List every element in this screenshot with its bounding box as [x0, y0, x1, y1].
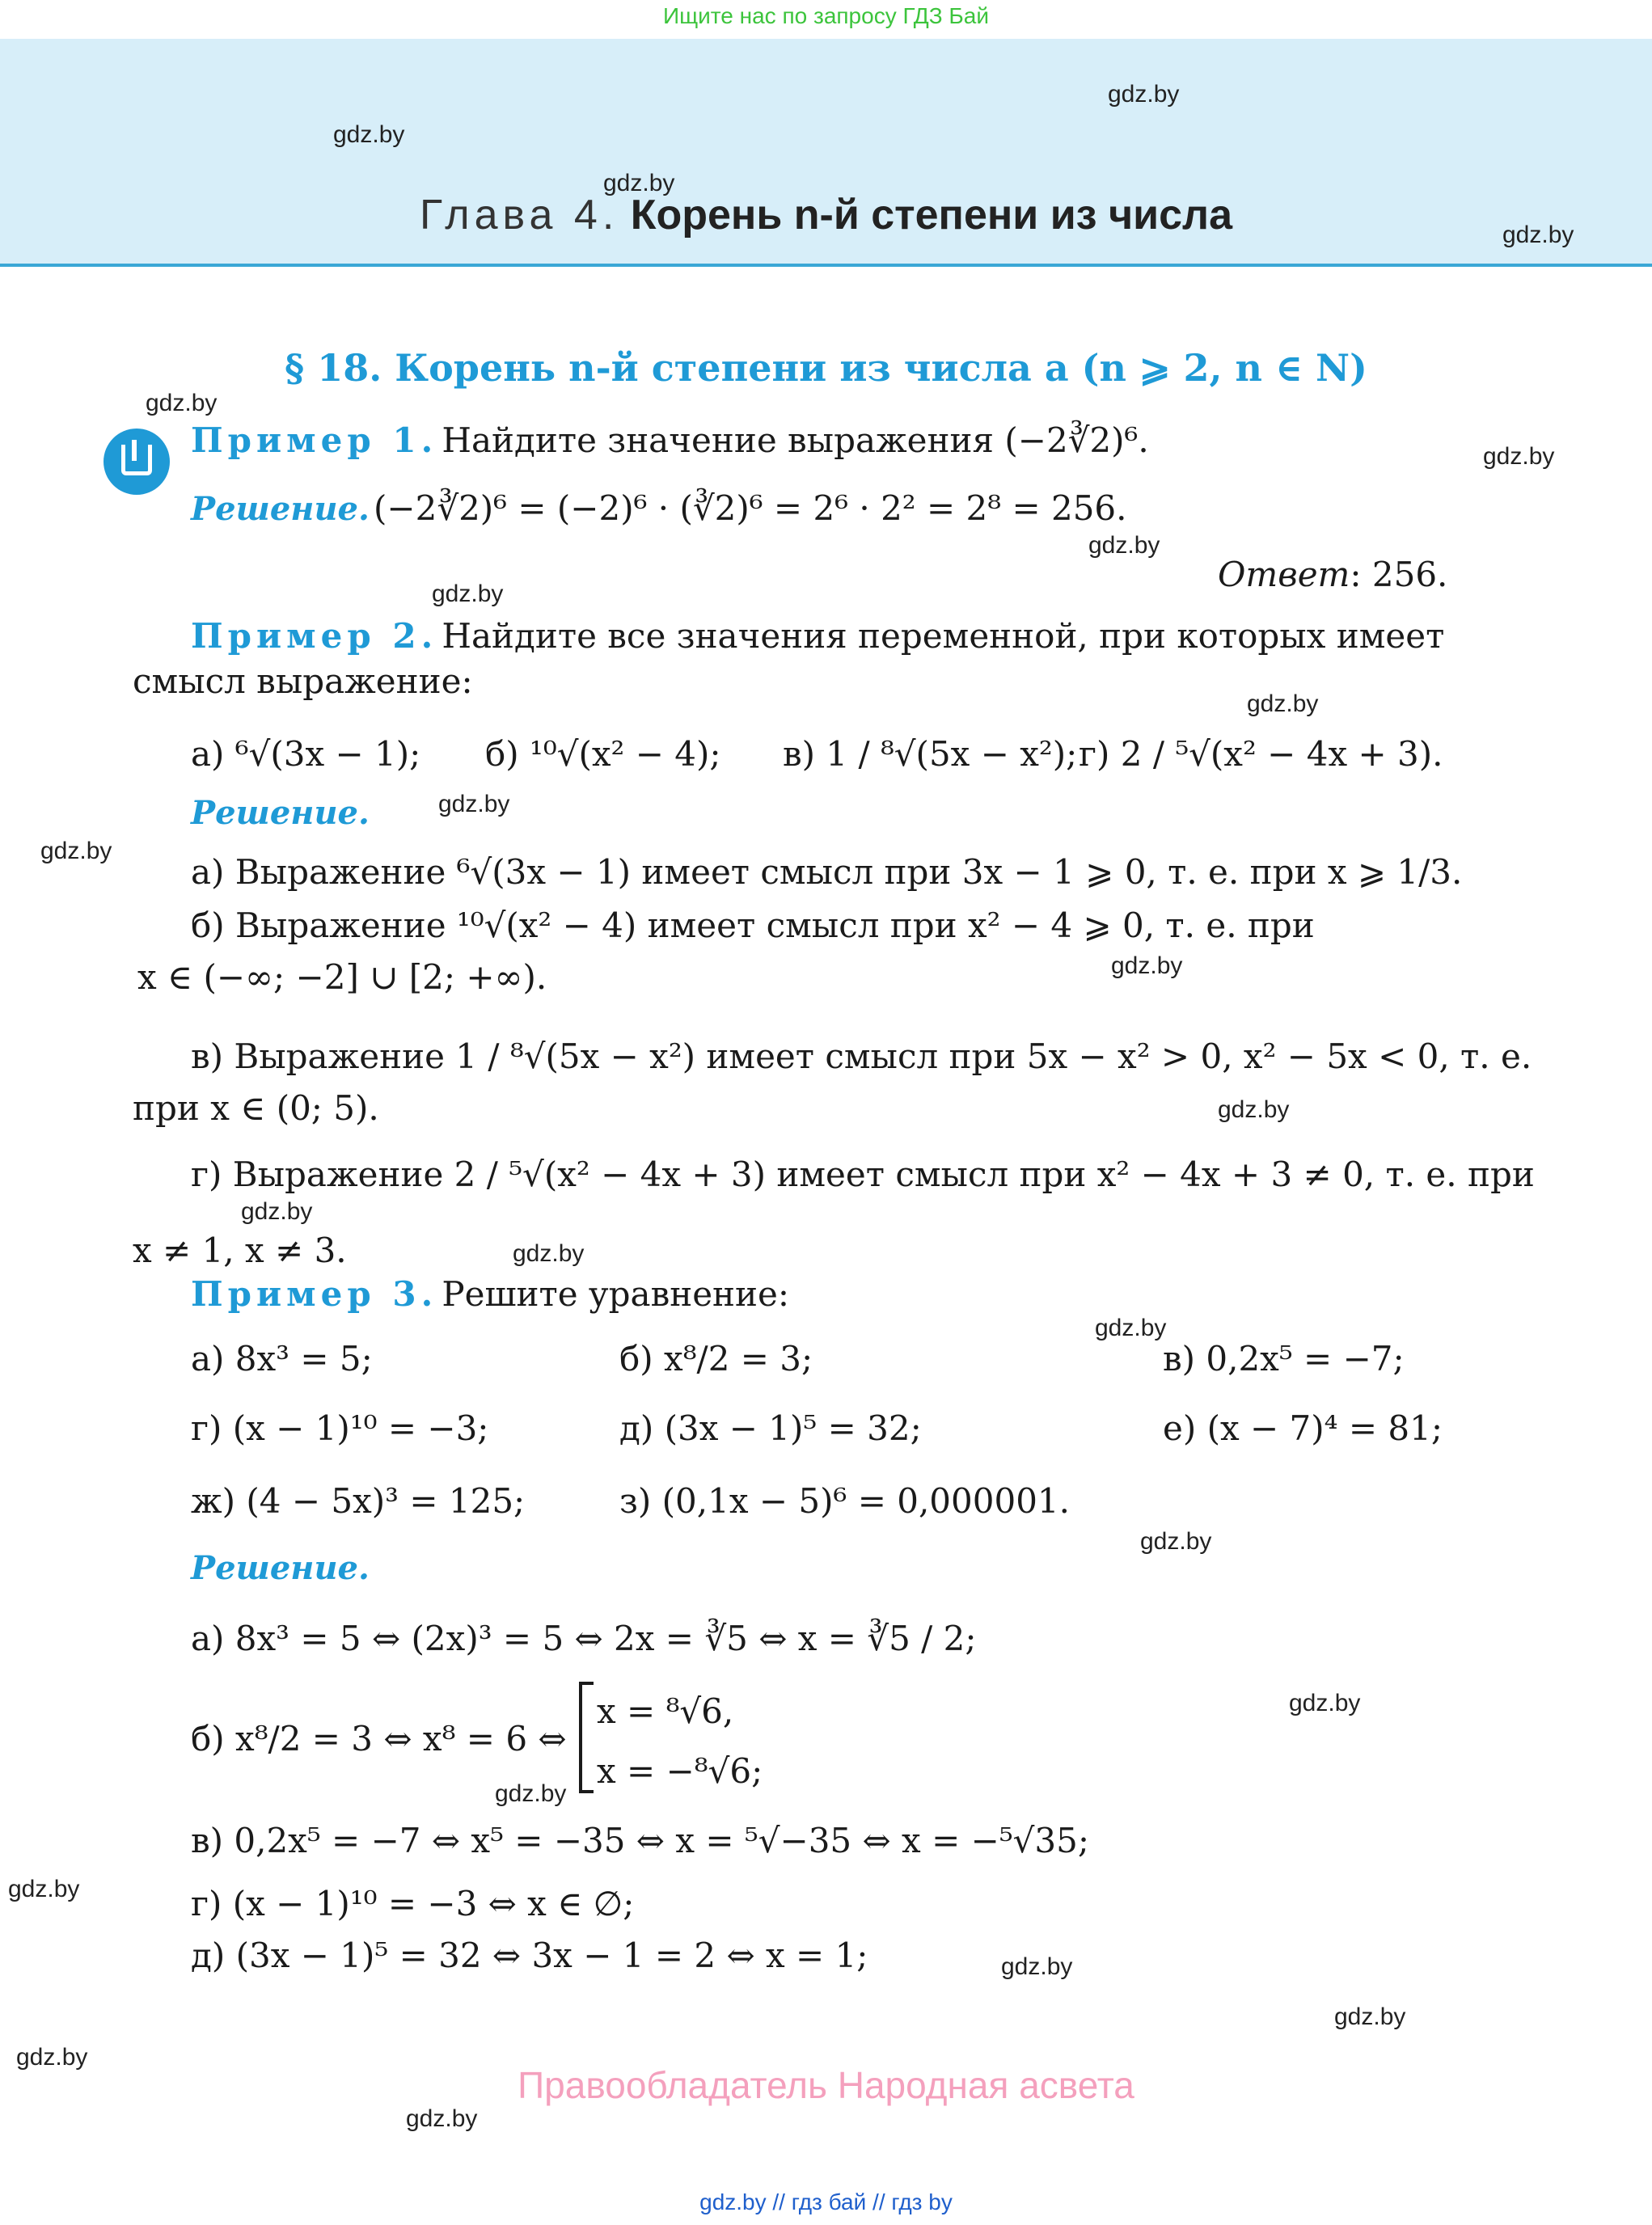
example-1-text: Найдите значение выражения (−2∛2)⁶. — [442, 420, 1149, 460]
watermark: gdz.by — [1001, 1953, 1073, 1980]
watermark: gdz.by — [495, 1780, 567, 1807]
ex2-item-v: в) 1 / ⁸√(5x − x²); — [783, 734, 1078, 774]
ex3-solution-b: б) x⁸/2 = 3 ⇔ x⁸ = 6 ⇔ — [191, 1719, 567, 1758]
watermark: gdz.by — [146, 390, 218, 416]
copyright-notice: Правообладатель Народная асвета — [518, 2064, 1134, 2106]
ex2-solution-g: г) Выражение 2 / ⁵√(x² − 4x + 3) имеет смысл при x² − 4x + 3 ≠ 0, т. е. при — [191, 1155, 1535, 1194]
top-promo: Ищите нас по запросу ГДЗ Бай — [662, 3, 990, 28]
solution-label: Решение. — [191, 490, 370, 528]
ex2-solution-v-cont: при x ∈ (0; 5). — [133, 1088, 379, 1128]
ex2-solution-b-cont: x ∈ (−∞; −2] ∪ [2; +∞). — [137, 957, 547, 997]
ex3-solution-b-bottom: x = −⁸√6; — [597, 1751, 763, 1791]
solution-label: Решение. — [191, 1549, 370, 1587]
ex3-solution-a: а) 8x³ = 5 ⇔ (2x)³ = 5 ⇔ 2x = ∛5 ⇔ x = ∛5 / 2; — [191, 1619, 977, 1658]
ex2-solution-a: а) Выражение ⁶√(3x − 1) имеет смысл при 3x − 1 ⩾ 0, т. е. при x ⩾ 1/3. — [191, 852, 1463, 892]
watermark: gdz.by — [1088, 532, 1160, 559]
ex3-item-b: б) x⁸/2 = 3; — [619, 1339, 813, 1378]
ex3-item-z: з) (0,1x − 5)⁶ = 0,000001. — [619, 1481, 1070, 1521]
section-title: § 18. Корень n-й степени из числа a (n ⩾ 2, n ∈ N) — [285, 346, 1367, 390]
ex3-item-d: д) (3x − 1)⁵ = 32; — [619, 1408, 922, 1448]
example-1-solution — [191, 488, 1127, 528]
solution-label: Решение. — [191, 794, 370, 832]
watermark: gdz.by — [1334, 2003, 1406, 2030]
ex2-item-a: а) ⁶√(3x − 1); — [191, 734, 421, 774]
watermark: gdz.by — [1247, 690, 1319, 717]
watermark: gdz.by — [1095, 1315, 1167, 1341]
ex3-solution-v: в) 0,2x⁵ = −7 ⇔ x⁵ = −35 ⇔ x = ⁵√−35 ⇔ x = −⁵√35; — [191, 1821, 1090, 1860]
answer-value: : 256. — [1350, 555, 1448, 594]
example-3-label: Пример 3. — [191, 1274, 438, 1314]
example-2-text: Найдите все значения переменной, при которых имеет — [442, 616, 1445, 656]
ex2-item-g: г) 2 / ⁵√(x² − 4x + 3). — [1079, 734, 1443, 774]
example-3 — [191, 1274, 789, 1314]
footer-links[interactable]: gdz.by // гдз бай // гдз by — [699, 2189, 953, 2214]
solution-formula: (−2∛2)⁶ = (−2)⁶ · (∛2)⁶ = 2⁶ · 2² = 2⁸ = 256. — [374, 488, 1127, 528]
ex2-solution-g-cont: x ≠ 1, x ≠ 3. — [133, 1231, 347, 1270]
watermark: gdz.by — [432, 581, 504, 607]
system-bracket — [579, 1682, 594, 1793]
ex3-item-a: а) 8x³ = 5; — [191, 1339, 373, 1378]
watermark: gdz.by — [1140, 1528, 1212, 1555]
watermark: gdz.by — [1502, 222, 1574, 248]
chapter-label: Глава 4. — [420, 192, 619, 239]
example-2 — [191, 616, 1444, 656]
chapter-name: Корень n-й степени из числа — [630, 192, 1232, 239]
watermark: gdz.by — [1218, 1096, 1290, 1123]
watermark: gdz.by — [1483, 443, 1555, 470]
ex3-item-v: в) 0,2x⁵ = −7; — [1163, 1339, 1405, 1378]
ex2-solution-v: в) Выражение 1 / ⁸√(5x − x²) имеет смысл при 5x − x² > 0, x² − 5x < 0, т. е. — [191, 1037, 1532, 1076]
ex3-solution-g: г) (x − 1)¹⁰ = −3 ⇔ x ∈ ∅; — [191, 1884, 635, 1923]
watermark: gdz.by — [603, 170, 675, 196]
watermark: gdz.by — [40, 838, 112, 864]
ex3-item-e: е) (x − 7)⁴ = 81; — [1163, 1408, 1443, 1448]
watermark: gdz.by — [241, 1198, 313, 1225]
watermark: gdz.by — [513, 1240, 585, 1267]
watermark: gdz.by — [406, 2105, 478, 2132]
watermark: gdz.by — [16, 2044, 88, 2071]
ex3-solution-d: д) (3x − 1)⁵ = 32 ⇔ 3x − 1 = 2 ⇔ x = 1; — [191, 1936, 868, 1975]
example-1-label: Пример 1. — [191, 420, 438, 460]
example-1-answer — [1218, 555, 1447, 594]
ex3-solution-b-top: x = ⁸√6, — [597, 1691, 734, 1731]
watermark: gdz.by — [8, 1876, 80, 1902]
example-2-text-cont: смысл выражение: — [133, 661, 473, 701]
chapter-title — [0, 191, 1652, 239]
answer-label: Ответ — [1218, 555, 1350, 594]
ex2-solution-b: б) Выражение ¹⁰√(x² − 4) имеет смысл при x² − 4 ⩾ 0, т. е. при — [191, 906, 1315, 945]
ex2-item-b: б) ¹⁰√(x² − 4); — [485, 734, 721, 774]
watermark: gdz.by — [1289, 1690, 1361, 1716]
book-icon — [104, 429, 170, 495]
example-3-text: Решите уравнение: — [442, 1274, 790, 1314]
watermark: gdz.by — [1108, 81, 1180, 108]
example-2-label: Пример 2. — [191, 616, 438, 656]
ex3-item-zh: ж) (4 − 5x)³ = 125; — [191, 1481, 526, 1521]
example-1 — [191, 420, 1149, 460]
watermark: gdz.by — [333, 121, 405, 148]
watermark: gdz.by — [1111, 952, 1183, 979]
ex3-item-g: г) (x − 1)¹⁰ = −3; — [191, 1408, 489, 1448]
watermark: gdz.by — [438, 791, 510, 817]
